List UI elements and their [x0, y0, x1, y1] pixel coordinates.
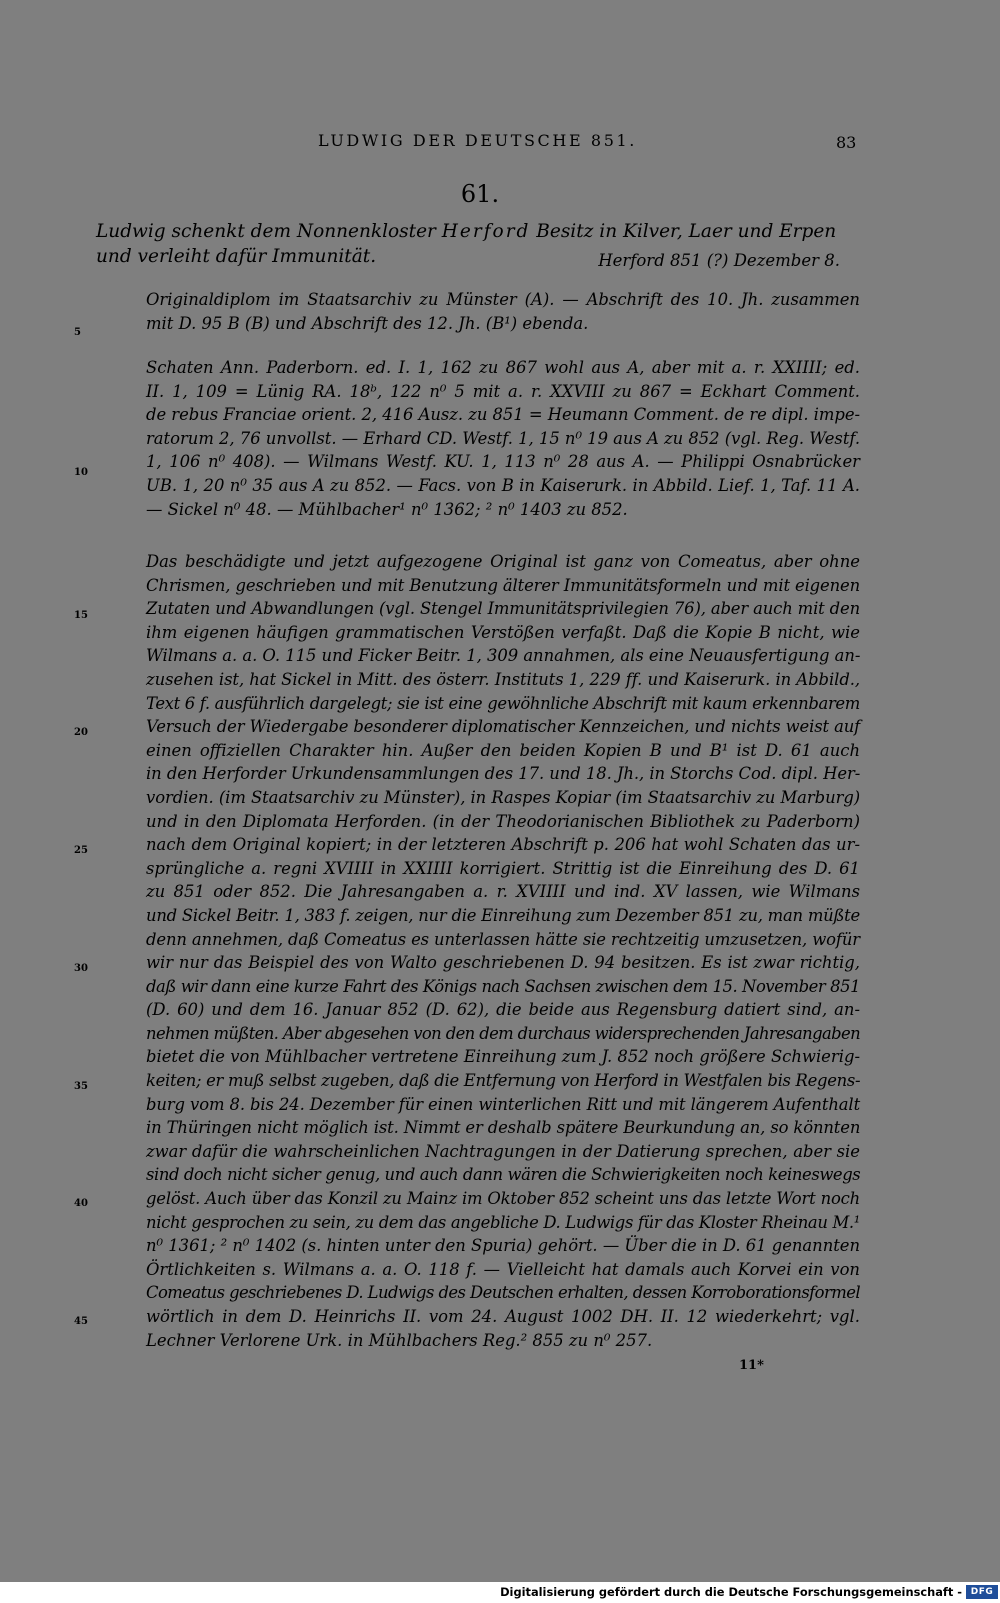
margin-line-number: 25 — [74, 845, 88, 856]
document-number: 61. — [460, 180, 500, 208]
text-line: vordien. (im Staatsarchiv zu Münster), in Raspes Kopiar (im Staatsarchiv zu Marburg) — [146, 787, 861, 807]
regest-line-2 — [96, 244, 860, 273]
text-line: — Sickel n⁰ 48. — Mühlbacher¹ n⁰ 1362; ² n⁰ 1403 zu 852. — [146, 499, 628, 519]
text-line: daß wir dann eine kurze Fahrt des Königs nach Sachsen zwischen dem 15. November 851 — [146, 976, 861, 996]
text-line: Versuch der Wiedergabe besonderer diplomatischer Kennzeichen, und nichts weist auf — [146, 717, 861, 737]
text-line: Text 6 f. ausführlich dargelegt; sie ist eine gewöhnliche Abschrift mit kaum erkennbarem — [146, 693, 860, 713]
sources-block — [146, 288, 860, 335]
text-line: nicht gesprochen zu sein, zu dem das angebliche D. Ludwigs für das Kloster Rheinau M.¹ — [146, 1212, 860, 1232]
margin-line-number: 35 — [74, 1081, 88, 1092]
sheet-signature: 11* — [739, 1358, 764, 1373]
text-line: und in den Diplomata Herforden. (in der Theodorianischen Bibliothek zu Paderborn) — [146, 811, 860, 831]
text-line: ihm eigenen häufigen grammatischen Verstößen verfaßt. Daß die Kopie B nicht, wie — [146, 622, 860, 642]
text-line: in Thüringen nicht möglich ist. Nimmt er deshalb spätere Beurkundung an, so könnten — [146, 1118, 861, 1138]
text-line: bietet die von Mühlbacher vertretene Einreihung zum J. 852 noch größere Schwierig- — [146, 1047, 860, 1067]
margin-line-number: 20 — [74, 727, 88, 738]
text-line: Örtlichkeiten s. Wilmans a. a. O. 118 f. — Vielleicht hat damals auch Korvei ein von — [146, 1259, 860, 1279]
text-line: einen offiziellen Charakter hin. Außer den beiden Kopien B und B¹ ist D. 61 auch — [146, 740, 860, 760]
text-line: Comeatus geschriebenes D. Ludwigs des Deutschen erhalten, dessen Korroborationsformel — [146, 1283, 861, 1303]
text-line: sind doch nicht sicher genug, und auch dann wären die Schwierigkeiten noch keineswegs — [146, 1165, 861, 1185]
text-line: (D. 60) und dem 16. Januar 852 (D. 62), die beide aus Regensburg datiert sind, an- — [146, 1000, 860, 1020]
text-line: zwar dafür die wahrscheinlichen Nachtragungen in der Datierung sprechen, aber sie — [146, 1141, 860, 1161]
margin-line-number: 40 — [74, 1198, 88, 1209]
text-line: Chrismen, geschrieben und mit Benutzung älterer Immunitätsformeln und mit eigenen — [146, 575, 860, 595]
text-line: und Sickel Beitr. 1, 383 f. zeigen, nur die Einreihung zum Dezember 851 zu, man müßte — [146, 905, 860, 925]
dfg-logo-icon: DFG — [966, 1585, 998, 1599]
literature-block — [146, 356, 860, 521]
text-line: Schaten Ann. Paderborn. ed. I. 1, 162 zu 867 wohl aus A, aber mit a. r. XXIIII; ed. — [146, 358, 860, 377]
regest-text: Ludwig schenkt dem Nonnenkloster — [96, 221, 442, 242]
text-line: mit D. 95 B (B) und Abschrift des 12. Jh. (B¹) ebenda. — [146, 313, 589, 333]
text-line: Das beschädigte und jetzt aufgezogene Original ist ganz von Comeatus, aber ohne — [146, 552, 860, 571]
text-line: ratorum 2, 76 unvollst. — Erhard CD. Westf. 1, 15 n⁰ 19 aus A zu 852 (vgl. Reg. Westf. — [146, 428, 861, 448]
text-line: nach dem Original kopiert; in der letzteren Abschrift p. 206 hat wohl Schaten das ur- — [146, 835, 860, 855]
text-line: Zutaten und Abwandlungen (vgl. Stengel Immunitätsprivilegien 76), aber auch mit den — [146, 599, 860, 619]
footer-credit: Digitalisierung gefördert durch die Deutsche Forschungsgemeinschaft - — [500, 1585, 962, 1599]
regest — [96, 219, 860, 273]
text-line: de rebus Franciae orient. 2, 416 Ausz. zu 851 = Heumann Comment. de re dipl. impe- — [146, 405, 860, 425]
text-line: n⁰ 1361; ² n⁰ 1402 (s. hinten unter den Spuria) gehört. — Über die in D. 61 genannten — [146, 1236, 860, 1256]
regest-date: Herford 851 (?) Dezember 8. — [598, 251, 840, 270]
footer-bar — [0, 1582, 1000, 1603]
running-head: LUDWIG DER DEUTSCHE 851. — [318, 131, 637, 150]
text-line: zu 851 oder 852. Die Jahresangaben a. r. XVIIII und ind. XV lassen, wie Wilmans — [146, 882, 860, 902]
text-line: Lechner Verlorene Urk. in Mühlbachers Reg.² 855 zu n⁰ 257. — [146, 1330, 653, 1350]
text-line: 1, 106 n⁰ 408). — Wilmans Westf. KU. 1, 113 n⁰ 28 aus A. — Philippi Osnabrücker — [146, 452, 860, 472]
text-line: wörtlich in dem D. Heinrichs II. vom 24. August 1002 DH. II. 12 wiederkehrt; vgl. — [146, 1307, 860, 1326]
text-line: sprüngliche a. regni XVIIII in XXIIII korrigiert. Strittig ist die Einreihung des D. 61 — [146, 858, 860, 878]
text-line: II. 1, 109 = Lünig RA. 18ᵇ, 122 n⁰ 5 mit a. r. XXVIII zu 867 = Eckhart Comment. — [146, 381, 860, 401]
text-line: gelöst. Auch über das Konzil zu Mainz im Oktober 852 scheint uns das letzte Wort noch — [146, 1189, 860, 1209]
regest-line-1 — [96, 219, 860, 244]
page-number: 83 — [836, 133, 857, 152]
page-header — [0, 131, 1000, 155]
text-line: Wilmans a. a. O. 115 und Ficker Beitr. 1, 309 annahmen, als eine Neuausfertigung an- — [146, 646, 861, 666]
regest-text: Besitz in Kilver, Laer und Erpen — [530, 221, 837, 242]
text-line: UB. 1, 20 n⁰ 35 aus A zu 852. — Facs. von B in Kaiserurk. in Abbild. Lief. 1, Taf. 11 A. — [146, 475, 860, 495]
text-line: in den Herforder Urkundensammlungen des 17. und 18. Jh., in Storchs Cod. dipl. Her- — [146, 764, 861, 784]
text-line: Originaldiplom im Staatsarchiv zu Münster (A). — Abschrift des 10. Jh. zusammen — [146, 290, 860, 309]
regest-text: und verleiht dafür Immunität. — [96, 246, 377, 267]
regest-place: Herford — [441, 221, 531, 242]
text-line: keiten; er muß selbst zugeben, daß die Entfernung von Herford in Westfalen bis Regens- — [146, 1071, 861, 1091]
text-line: denn annehmen, daß Comeatus es unterlassen hätte sie rechtzeitig umzusetzen, wofür — [146, 929, 860, 949]
margin-line-number: 30 — [74, 963, 88, 974]
margin-line-number: 15 — [74, 610, 88, 621]
margin-line-number: 10 — [74, 467, 88, 478]
commentary-block — [146, 550, 860, 1352]
text-line: nehmen müßten. Aber abgesehen von den dem durchaus widersprechenden Jahresangaben — [146, 1023, 861, 1043]
margin-line-number: 5 — [74, 327, 81, 338]
text-line: zusehen ist, hat Sickel in Mitt. des österr. Instituts 1, 229 ff. und Kaiserurk. in Abbild., — [146, 669, 861, 689]
margin-line-number: 45 — [74, 1316, 88, 1327]
text-line: wir nur das Beispiel des von Walto geschriebenen D. 94 besitzen. Es ist zwar richtig, — [146, 953, 860, 973]
text-line: burg vom 8. bis 24. Dezember für einen winterlichen Ritt und mit längerem Aufenthalt — [146, 1094, 861, 1114]
